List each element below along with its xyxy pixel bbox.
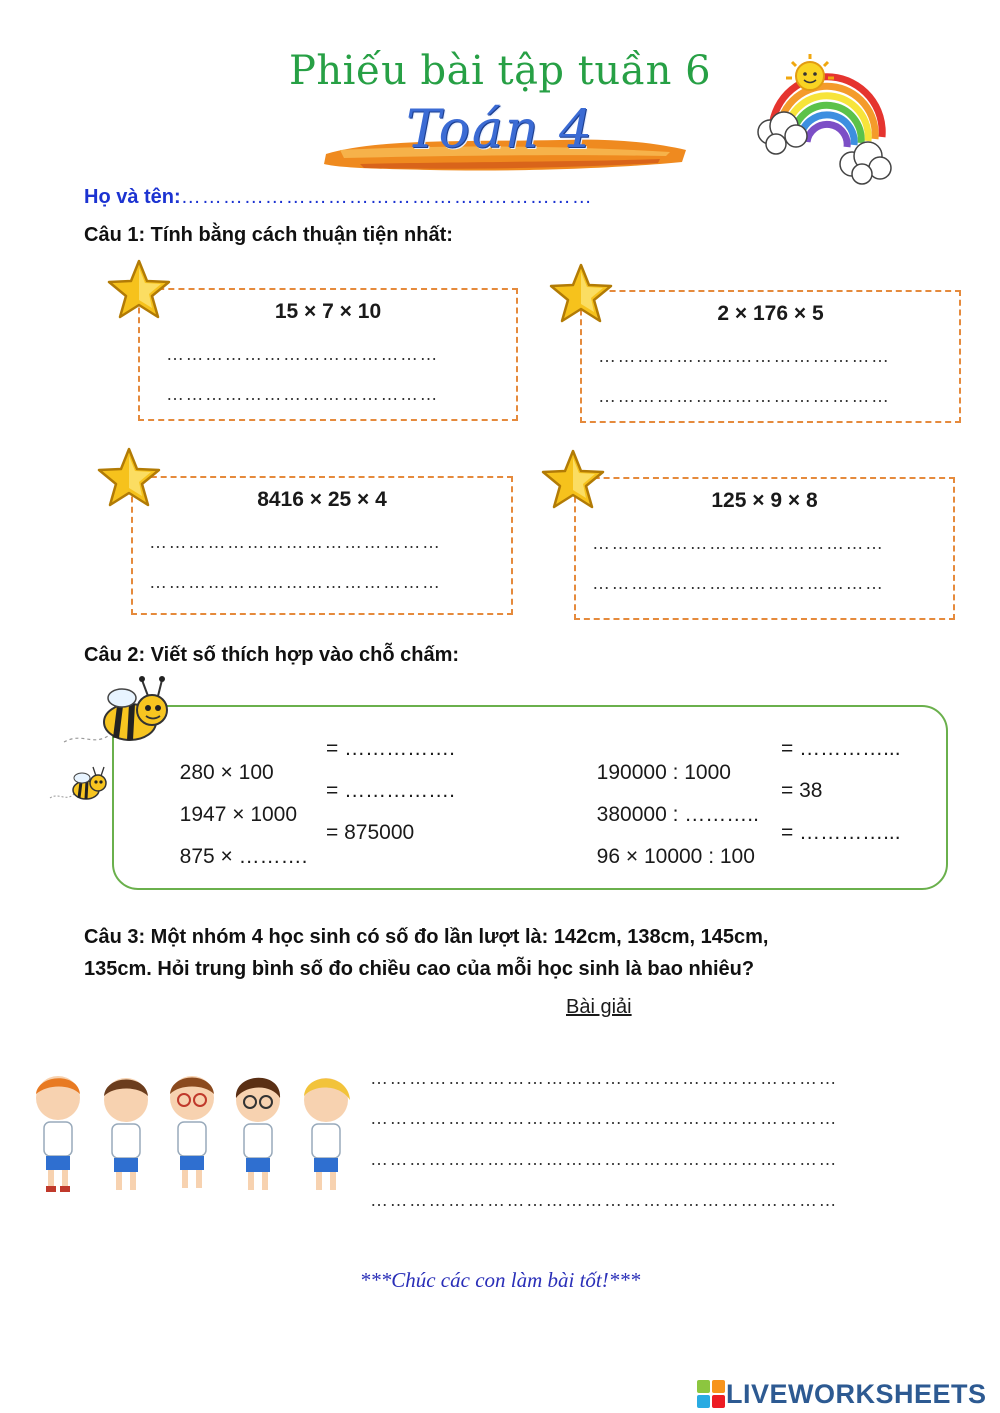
answer-line-2b[interactable]: ………………………………………: [598, 386, 891, 406]
student-name-line[interactable]: [84, 186, 593, 209]
fill-row-right-3-answer[interactable]: = …………...: [781, 821, 901, 844]
calc-expression-2: 2 × 176 × 5: [717, 302, 824, 325]
solution-line-4[interactable]: ………………………………………………………………: [370, 1190, 838, 1210]
solution-line-3[interactable]: ………………………………………………………………: [370, 1149, 838, 1169]
answer-line-3b[interactable]: ………………………………………: [149, 572, 442, 592]
question-2-prompt: Câu 2: Viết số thích hợp vào chỗ chấm:: [84, 644, 460, 666]
brand-logo: [696, 1378, 987, 1410]
fill-row-right-1-expr: 190000 : 1000: [596, 761, 731, 784]
fill-row-right-3[interactable]: [585, 821, 901, 893]
fill-row-left-1-answer[interactable]: = …………….: [326, 737, 455, 760]
calc-box-4: [574, 477, 955, 620]
fill-row-left-2-answer[interactable]: = …………….: [326, 779, 455, 802]
calc-expression-3: 8416 × 25 × 4: [257, 488, 387, 511]
star-icon: [548, 262, 614, 324]
question-3-line-2: 135cm. Hỏi trung bình số đo chiều cao của mỗi học sinh là bao nhiêu?: [84, 958, 755, 980]
calc-expression-1: 15 × 7 × 10: [274, 300, 382, 323]
answer-line-1b[interactable]: ……………………………………: [166, 384, 439, 404]
subtitle-banner: [320, 98, 690, 178]
solution-line-1[interactable]: ………………………………………………………………: [370, 1068, 838, 1088]
star-icon: [540, 448, 606, 510]
answer-line-3a[interactable]: ………………………………………: [149, 532, 442, 552]
fill-row-left-3-expr[interactable]: 875 × ……….: [179, 845, 308, 868]
calc-expression-4: 125 × 9 × 8: [711, 489, 818, 512]
solution-line-2[interactable]: ………………………………………………………………: [370, 1108, 838, 1128]
student-name-label: Họ và tên:: [84, 186, 181, 208]
answer-line-2a[interactable]: ………………………………………: [598, 346, 891, 366]
star-icon: [106, 258, 172, 320]
fill-row-left-3-answer: = 875000: [326, 821, 415, 844]
answer-line-4a[interactable]: ………………………………………: [592, 533, 885, 553]
closing-message: ***Chúc các con làm bài tốt!***: [359, 1268, 641, 1292]
fill-row-right-2-answer: = 38: [781, 779, 823, 802]
brand-text: LIVEWORKSHEETS: [726, 1378, 987, 1409]
calc-box-2: [580, 290, 961, 423]
question-3-line-1: Câu 3: Một nhóm 4 học sinh có số đo lần lượt là: 142cm, 138cm, 145cm,: [84, 926, 769, 948]
fill-row-left-2-expr: 1947 × 1000: [179, 803, 298, 826]
fill-row-right-3-expr: 96 × 10000 : 100: [596, 845, 755, 868]
fill-row-left-1-expr: 280 × 100: [179, 761, 274, 784]
student-name-field[interactable]: ……………………………………..……………: [180, 186, 593, 208]
fill-row-right-1-answer[interactable]: = …………...: [781, 737, 901, 760]
fill-row-right-2-expr[interactable]: 380000 : ………..: [596, 803, 759, 826]
liveworksheets-logo-icon: [696, 1379, 726, 1409]
star-icon: [96, 446, 162, 508]
fill-row-left-3[interactable]: [168, 821, 415, 893]
bee-icon: [62, 672, 174, 752]
calc-box-3: [131, 476, 513, 615]
page-subtitle: Toán 4: [405, 100, 595, 160]
page-title: Phiếu bài tập tuần 6: [288, 48, 712, 94]
solution-label: Bài giải: [566, 996, 632, 1018]
rainbow-icon: [752, 52, 897, 192]
answer-line-4b[interactable]: ………………………………………: [592, 573, 885, 593]
answer-line-1a[interactable]: ……………………………………: [166, 344, 439, 364]
question-1-prompt: Câu 1: Tính bằng cách thuận tiện nhất:: [84, 224, 453, 246]
calc-box-1: [138, 288, 518, 421]
children-illustration-icon: [14, 1060, 364, 1200]
bee-icon: [48, 762, 112, 806]
